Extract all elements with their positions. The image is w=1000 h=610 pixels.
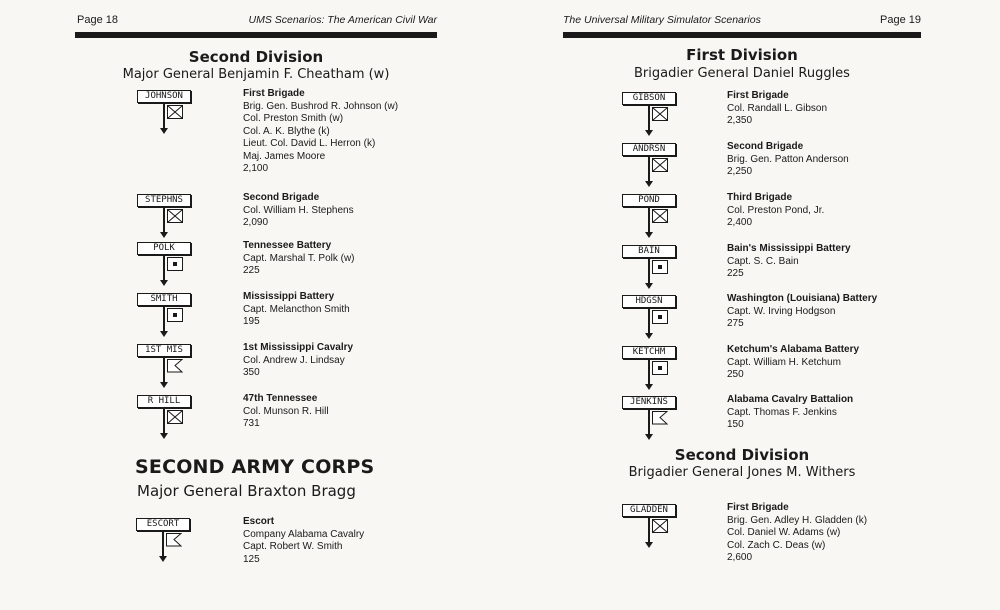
unit-detail-line: Col. Preston Pond, Jr. [727,204,825,216]
unit-detail-line: Lieut. Col. David L. Herron (k) [243,138,376,149]
unit-detail-line: 250 [727,369,744,380]
unit-name: Second Brigade [727,141,804,152]
infantry-symbol-icon [652,519,668,533]
cavalry-pennant-icon [652,411,668,425]
corps-commander: Major General Braxton Bragg [137,482,356,500]
unit-detail-line: 731 [243,418,260,429]
unit-marker-label: ANDRSN [622,143,676,156]
marker-pole [648,104,650,132]
unit-marker-label: R HILL [137,395,191,408]
unit-marker-label: ESCORT [136,518,190,531]
header-rule [563,32,921,38]
running-title: The Universal Military Simulator Scenarios [563,14,761,26]
page-header [563,14,921,30]
right-page [563,0,921,610]
unit-detail-line: 275 [727,318,744,329]
page-number: Page 18 [77,14,118,26]
unit-marker-label: 1ST MIS [137,344,191,357]
unit-marker-icon [137,293,191,339]
unit-name: First Brigade [727,90,789,101]
marker-pole [648,206,650,234]
unit-marker-label: STEPHNS [137,194,191,207]
unit-detail-line: 225 [727,268,744,279]
unit-marker-icon [622,143,676,189]
unit-detail-line: 2,600 [727,552,753,563]
unit-marker-icon [136,518,190,564]
unit-detail-line: 150 [727,419,744,430]
marker-arrow-icon [160,331,168,337]
unit-info [727,344,859,382]
unit-name: 47th Tennessee [243,393,318,404]
unit-detail-line: Col. Andrew J. Lindsay [243,354,345,366]
infantry-symbol-icon [167,105,183,119]
unit-detail-line: Capt. Thomas F. Jenkins [727,406,837,418]
unit-marker-icon [622,346,676,392]
division-commander: Brigadier General Daniel Ruggles [634,66,850,81]
unit-info [727,192,824,230]
unit-info [727,141,849,179]
unit-name: Escort [243,516,275,527]
running-title: UMS Scenarios: The American Civil War [248,14,437,26]
unit-detail-line: Brig. Gen. Bushrod R. Johnson (w) [243,100,399,112]
cavalry-pennant-icon [166,533,182,547]
corps-title: SECOND ARMY CORPS [135,456,375,478]
marker-pole [163,305,165,333]
unit-marker-label: HDGSN [622,295,676,308]
unit-info [243,393,329,431]
unit-marker-icon [137,242,191,288]
unit-detail-line: Capt. Robert W. Smith [243,541,343,552]
marker-arrow-icon [160,433,168,439]
marker-pole [648,358,650,386]
marker-pole [163,102,165,130]
infantry-symbol-icon [652,209,668,223]
page-header [75,14,437,30]
left-page [75,0,437,610]
marker-arrow-icon [645,333,653,339]
marker-arrow-icon [160,232,168,238]
division-commander: Brigadier General Jones M. Withers [628,465,856,480]
marker-pole [648,257,650,285]
unit-detail-line: 2,090 [243,217,269,228]
artillery-symbol-icon [652,361,668,375]
marker-arrow-icon [160,128,168,134]
marker-pole [163,254,165,282]
unit-detail-line: Company Alabama Cavalry [243,528,365,540]
header-rule [75,32,437,38]
artillery-symbol-icon [652,310,668,324]
marker-arrow-icon [645,542,653,548]
unit-detail-line: Col. Zach C. Deas (w) [727,539,826,551]
marker-arrow-icon [160,280,168,286]
infantry-symbol-icon [167,410,183,424]
unit-name: Ketchum's Alabama Battery [727,344,860,355]
unit-detail-line: 2,250 [727,166,753,177]
unit-detail-line: Col. William H. Stephens [243,204,354,216]
unit-info [727,394,853,432]
unit-marker-label: JENKINS [622,396,676,409]
cavalry-pennant-icon [167,359,183,373]
unit-marker-label: JOHNSON [137,90,191,103]
unit-info [243,342,353,380]
unit-marker-icon [137,194,191,240]
marker-arrow-icon [159,556,167,562]
marker-arrow-icon [645,181,653,187]
marker-arrow-icon [160,382,168,388]
unit-marker-icon [137,344,191,390]
division-title: Second Division [674,446,810,464]
marker-pole [648,408,650,436]
unit-detail-line: 225 [243,265,260,276]
unit-marker-icon [622,245,676,291]
unit-detail-line: Capt. Melancthon Smith [243,303,350,315]
unit-name: 1st Mississippi Cavalry [243,342,354,353]
unit-name: Alabama Cavalry Battalion [727,394,854,405]
unit-name: Tennessee Battery [243,240,332,251]
unit-detail-line: 2,400 [727,217,753,228]
unit-marker-label: GIBSON [622,92,676,105]
unit-detail-line: Col. Randall L. Gibson [727,102,828,114]
unit-detail-line: Brig. Gen. Adley H. Gladden (k) [727,514,868,526]
unit-name: First Brigade [727,502,789,513]
unit-name: Second Brigade [243,192,320,203]
unit-info [727,502,867,565]
unit-detail-line: Capt. Marshal T. Polk (w) [243,252,355,264]
unit-detail-line: Col. Munson R. Hill [243,405,329,417]
unit-info [727,243,851,281]
unit-detail-line: Col. Daniel W. Adams (w) [727,527,841,538]
unit-detail-line: Maj. James Moore [243,150,326,162]
marker-pole [648,155,650,183]
unit-marker-icon [622,396,676,442]
marker-arrow-icon [645,283,653,289]
unit-detail-line: 2,100 [243,163,269,174]
unit-detail-line: Brig. Gen. Patton Anderson [727,153,849,165]
unit-detail-line: Capt. William H. Ketchum [727,356,841,368]
marker-arrow-icon [645,384,653,390]
marker-pole [163,356,165,384]
unit-marker-label: POND [622,194,676,207]
division-title: Second Division [188,48,324,66]
unit-marker-icon [622,504,676,550]
unit-name: Washington (Louisiana) Battery [727,293,878,304]
marker-pole [162,530,164,558]
unit-info [243,516,364,566]
unit-info [243,88,398,176]
marker-arrow-icon [645,434,653,440]
unit-name: Third Brigade [727,192,793,203]
unit-marker-icon [622,92,676,138]
infantry-symbol-icon [167,209,183,223]
unit-name: Mississippi Battery [243,291,335,302]
unit-detail-line: 195 [243,316,260,327]
marker-pole [163,206,165,234]
unit-name: Bain's Mississippi Battery [727,243,851,254]
marker-pole [163,407,165,435]
artillery-symbol-icon [167,257,183,271]
unit-marker-icon [137,395,191,441]
page-number: Page 19 [880,14,921,26]
division-title: First Division [686,46,798,64]
marker-pole [648,307,650,335]
unit-detail-line: 125 [243,553,260,565]
marker-pole [648,516,650,544]
unit-name: First Brigade [243,88,305,99]
unit-info [727,90,827,128]
unit-marker-icon [622,295,676,341]
unit-detail-line: Col. A. K. Blythe (k) [243,125,330,137]
unit-marker-label: GLADDEN [622,504,676,517]
unit-marker-icon [622,194,676,240]
unit-marker-icon [137,90,191,136]
infantry-symbol-icon [652,107,668,121]
marker-arrow-icon [645,232,653,238]
unit-info [727,293,877,331]
unit-marker-label: KETCHM [622,346,676,359]
unit-detail-line: 2,350 [727,115,753,126]
unit-detail-line: Capt. W. Irving Hodgson [727,305,836,317]
unit-info [243,240,355,278]
unit-detail-line: Col. Preston Smith (w) [243,113,344,124]
unit-marker-label: SMITH [137,293,191,306]
artillery-symbol-icon [167,308,183,322]
unit-marker-label: POLK [137,242,191,255]
artillery-symbol-icon [652,260,668,274]
unit-info [243,192,354,230]
marker-arrow-icon [645,130,653,136]
unit-detail-line: 350 [243,367,260,378]
unit-marker-label: BAIN [622,245,676,258]
unit-info [243,291,350,329]
unit-detail-line: Capt. S. C. Bain [727,255,799,267]
infantry-symbol-icon [652,158,668,172]
division-commander: Major General Benjamin F. Cheatham (w) [122,67,390,82]
